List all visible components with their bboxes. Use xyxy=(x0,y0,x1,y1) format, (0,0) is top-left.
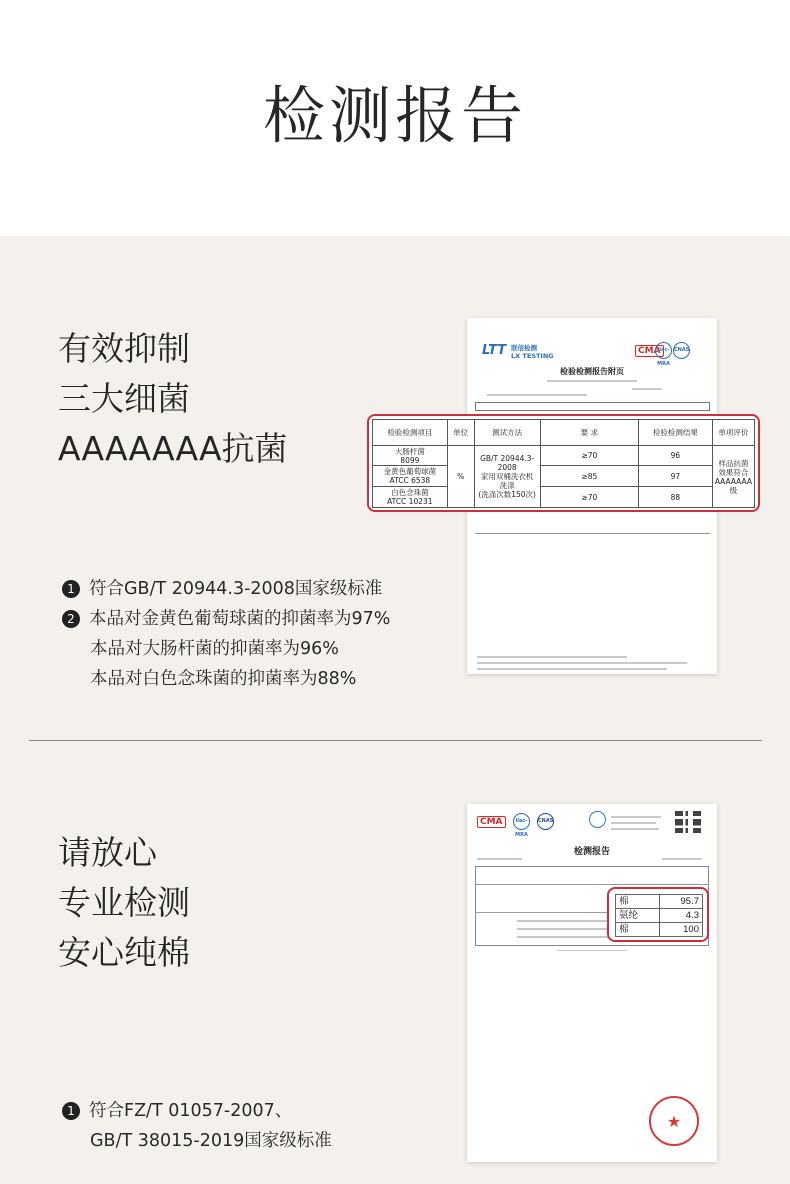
table-cell: ≥70 xyxy=(540,446,638,466)
table-rule xyxy=(475,533,710,534)
text-placeholder xyxy=(477,662,687,664)
table-row xyxy=(373,446,755,466)
text-placeholder xyxy=(632,388,662,390)
method-cell: GB/T 20944.3-2008 家用双桶洗衣机 洗涤 (洗涤次数150次) xyxy=(474,446,540,508)
official-seal-icon xyxy=(649,1096,699,1146)
note-line xyxy=(62,664,390,694)
note-text: GB/T 38015-2019国家级标准 xyxy=(90,1131,332,1151)
report-title: 检测报告 xyxy=(573,847,610,857)
note-text: 本品对金黄色葡萄球菌的抑菌率为97% xyxy=(89,609,391,629)
text-placeholder xyxy=(477,656,627,658)
table-header: 单位 xyxy=(447,420,474,446)
text-placeholder xyxy=(477,858,522,860)
cma-badge: CMA xyxy=(635,345,664,357)
table-row xyxy=(373,466,755,487)
fiber-name: 棉 xyxy=(616,923,660,937)
cma-badge: CMA xyxy=(477,816,506,828)
table-row xyxy=(616,923,703,937)
section2-notes xyxy=(62,1096,332,1156)
heading-line: 请放心 xyxy=(58,833,157,872)
table-cell: ≥85 xyxy=(540,466,638,487)
number-badge: 1 xyxy=(62,1102,80,1120)
heading-line: AAAAAAA抗菌 xyxy=(58,429,288,468)
fiber-name: 氨纶 xyxy=(616,909,660,923)
unit-cell: % xyxy=(447,446,474,508)
ilac-badge: ilac-MRA xyxy=(655,342,672,359)
table-cell: 88 xyxy=(639,487,713,508)
table-row xyxy=(616,909,703,923)
text-placeholder xyxy=(557,950,627,951)
table-cell: 97 xyxy=(639,466,713,487)
section2-heading xyxy=(58,828,190,978)
antibacterial-results-table xyxy=(372,419,755,508)
text-placeholder xyxy=(662,858,702,860)
table-header: 要 求 xyxy=(540,420,638,446)
table-cell: 大肠杆菌 8099 xyxy=(373,446,448,466)
table-rule xyxy=(475,884,709,885)
table-row xyxy=(616,895,703,909)
fiber-composition-highlight xyxy=(607,887,709,942)
test-report-document-2 xyxy=(467,804,717,1162)
report-title: 检验检测报告附页 xyxy=(560,367,624,376)
report-logo: LTT xyxy=(482,343,507,358)
note-text: 本品对大肠杆菌的抑菌率为96% xyxy=(90,639,339,659)
report-org xyxy=(511,344,554,360)
text-placeholder xyxy=(547,380,637,382)
note-line xyxy=(62,1126,332,1156)
heading-line: 安心纯棉 xyxy=(58,933,190,972)
shield-icon xyxy=(589,811,606,828)
title-band xyxy=(0,0,790,236)
number-badge: 1 xyxy=(62,580,80,598)
fiber-composition-table xyxy=(615,894,703,937)
section-divider xyxy=(29,740,762,741)
heading-line: 有效抑制 xyxy=(58,329,190,368)
evaluation-cell: 样品抗菌 效果符合 AAAAAAA 级 xyxy=(712,446,754,508)
report-org-cn: 联信检测 xyxy=(511,344,537,352)
section1-notes xyxy=(62,574,390,694)
heading-line: 三大细菌 xyxy=(58,379,190,418)
section1-heading xyxy=(58,324,288,474)
ilac-badge: ilac-MRA xyxy=(513,813,530,830)
note-text: 符合GB/T 20944.3-2008国家级标准 xyxy=(89,579,383,599)
note-line xyxy=(62,1096,332,1126)
table-cell: 金黄色葡萄球菌 ATCC 6538 xyxy=(373,466,448,487)
table-cell: 白色念珠菌 ATCC 10231 xyxy=(373,487,448,508)
table-header: 检验检测项目 xyxy=(373,420,448,446)
fiber-value: 4.3 xyxy=(659,909,702,923)
table-row xyxy=(373,487,755,508)
note-line xyxy=(62,574,390,604)
note-text: 符合FZ/T 01057-2007、 xyxy=(89,1101,293,1121)
table-cell: ≥70 xyxy=(540,487,638,508)
fiber-name: 棉 xyxy=(616,895,660,909)
antibacterial-results-highlight xyxy=(367,414,760,512)
text-placeholder xyxy=(517,936,617,938)
table-cell: 96 xyxy=(639,446,713,466)
text-placeholder xyxy=(611,816,661,818)
note-text: 本品对白色念珠菌的抑菌率为88% xyxy=(90,669,357,689)
qr-code-icon xyxy=(675,811,701,837)
text-placeholder xyxy=(477,668,667,670)
page-title: 检测报告 xyxy=(262,79,527,152)
fiber-value: 95.7 xyxy=(659,895,702,909)
number-badge: 2 xyxy=(62,610,80,628)
report-org-en: LX TESTING xyxy=(511,352,554,360)
fiber-value: 100 xyxy=(659,923,702,937)
text-placeholder xyxy=(611,828,659,830)
table-header: 测试方法 xyxy=(474,420,540,446)
table-header: 检验检测结果 xyxy=(639,420,713,446)
cnas-badge: CNAS xyxy=(537,813,554,830)
note-line xyxy=(62,634,390,664)
report-header-row xyxy=(475,402,710,411)
note-line xyxy=(62,604,390,634)
heading-line: 专业检测 xyxy=(58,883,190,922)
star-icon: ★ xyxy=(666,1112,682,1131)
text-placeholder xyxy=(487,394,587,396)
table-header: 单项评价 xyxy=(712,420,754,446)
cnas-badge: CNAS xyxy=(673,342,690,359)
text-placeholder xyxy=(611,822,656,824)
